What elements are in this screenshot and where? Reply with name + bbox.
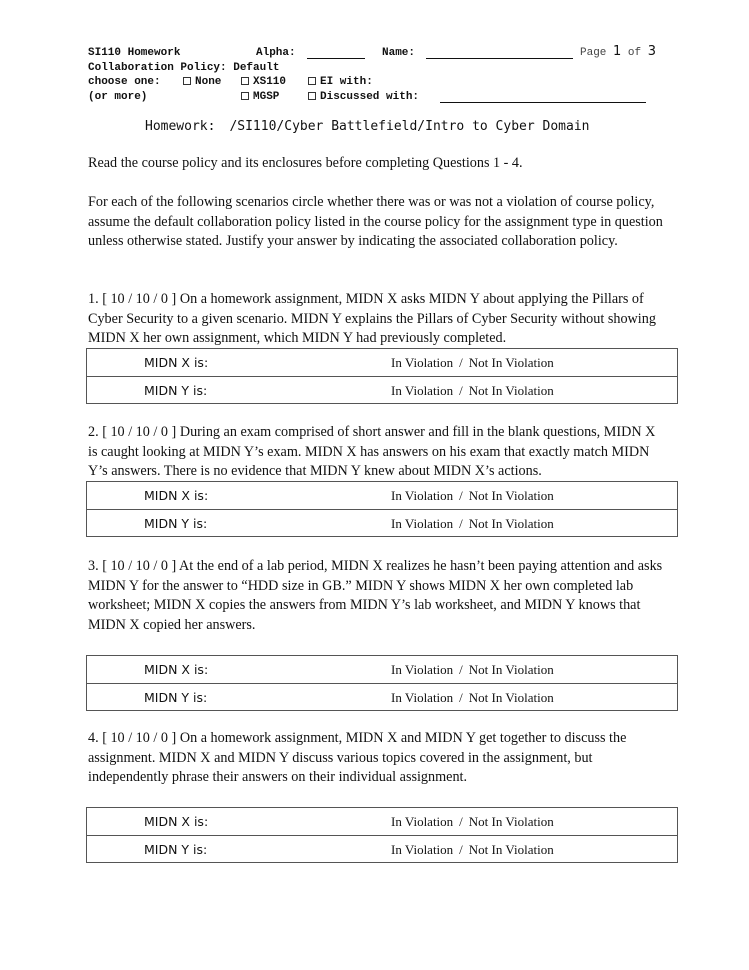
violation-options bbox=[391, 383, 554, 399]
violation-options bbox=[391, 488, 554, 504]
intro-paragraph-2: For each of the following scenarios circle whether there was or was not a violation of course policy, assume the default collaboration policy listed in the course policy for the assignment type in question unless otherwise stated. Justify your answer by indicating the associated collaboration policy. bbox=[88, 194, 663, 250]
midn-y-label: MIDN Y is: bbox=[144, 842, 208, 857]
in-violation-option[interactable]: In Violation bbox=[391, 662, 454, 677]
midn-x-label: MIDN X is: bbox=[144, 488, 209, 503]
not-in-violation-option[interactable]: Not In Violation bbox=[468, 662, 554, 677]
midn-x-label: MIDN X is: bbox=[144, 355, 209, 370]
violation-options bbox=[391, 355, 554, 371]
question-4-answer-table bbox=[86, 807, 678, 863]
question-3-answer-table bbox=[86, 655, 678, 711]
option-separator: / bbox=[459, 516, 463, 531]
not-in-violation-option[interactable]: Not In Violation bbox=[468, 814, 554, 829]
homework-label: Homework: bbox=[145, 119, 216, 134]
header-row-1 bbox=[88, 46, 668, 61]
in-violation-option[interactable]: In Violation bbox=[391, 690, 454, 705]
homework-path: /SI110/Cyber Battlefield/Intro to Cyber Domain bbox=[229, 119, 590, 134]
midn-y-label: MIDN Y is: bbox=[144, 383, 208, 398]
midn-x-label: MIDN X is: bbox=[144, 814, 209, 829]
option-separator: / bbox=[459, 842, 463, 857]
question-3-text: 3. [ 10 / 10 / 0 ] At the end of a lab period, MIDN X realizes he hasn’t been paying attention and asks MIDN Y for the answer to “HDD size in GB.” MIDN Y shows MIDN X her own completed lab worksheet; MIDN X copies the answers from MIDN Y’s lab worksheet, and MIDN Y knows that MIDN X copied her answers. bbox=[88, 558, 663, 633]
not-in-violation-option[interactable]: Not In Violation bbox=[468, 690, 554, 705]
homework-path-line bbox=[145, 119, 589, 134]
question-4-text: 4. [ 10 / 10 / 0 ] On a homework assignment, MIDN X and MIDN Y get together to discuss the assignment. MIDN X and MIDN Y discuss various topics covered in the assignment, but independently phrase their answers on their individual assignment. bbox=[88, 730, 627, 786]
midn-y-label: MIDN Y is: bbox=[144, 516, 208, 531]
option-separator: / bbox=[459, 488, 463, 503]
option-separator: / bbox=[459, 690, 463, 705]
checkbox-ei[interactable] bbox=[308, 77, 316, 85]
table-row bbox=[87, 349, 677, 376]
table-row bbox=[87, 835, 677, 862]
violation-options bbox=[391, 842, 554, 858]
table-row bbox=[87, 376, 677, 403]
midn-y-label: MIDN Y is: bbox=[144, 690, 208, 705]
question-2-answer-table bbox=[86, 481, 678, 537]
in-violation-option[interactable]: In Violation bbox=[391, 842, 454, 857]
in-violation-option[interactable]: In Violation bbox=[391, 516, 454, 531]
table-row bbox=[87, 656, 677, 683]
not-in-violation-option[interactable]: Not In Violation bbox=[468, 383, 554, 398]
name-field[interactable] bbox=[426, 58, 573, 59]
in-violation-option[interactable]: In Violation bbox=[391, 488, 454, 503]
option-mgsp[interactable]: MGSP bbox=[241, 90, 279, 105]
option-separator: / bbox=[459, 814, 463, 829]
option-xs110[interactable]: XS110 bbox=[241, 75, 286, 90]
checkbox-xs110[interactable] bbox=[241, 77, 249, 85]
alpha-field[interactable] bbox=[307, 58, 365, 59]
checkbox-mgsp[interactable] bbox=[241, 92, 249, 100]
not-in-violation-option[interactable]: Not In Violation bbox=[468, 488, 554, 503]
alpha-label: Alpha: bbox=[256, 47, 296, 59]
violation-options bbox=[391, 516, 554, 532]
not-in-violation-option[interactable]: Not In Violation bbox=[468, 355, 554, 370]
header-row-3 bbox=[88, 75, 668, 90]
in-violation-option[interactable]: In Violation bbox=[391, 383, 454, 398]
or-more-label: (or more) bbox=[88, 90, 148, 103]
question-1-text: 1. [ 10 / 10 / 0 ] On a homework assignment, MIDN X asks MIDN Y about applying the Pillars of Cyber Security to a given scenario. MIDN Y explains the Pillars of Cyber Security without showing MIDN X her own assignment, which MIDN Y had previously completed. bbox=[88, 291, 656, 347]
table-row bbox=[87, 808, 677, 835]
option-ei[interactable]: EI with: bbox=[308, 75, 373, 90]
header-row-4 bbox=[88, 90, 668, 105]
name-label: Name: bbox=[382, 47, 416, 59]
midn-x-label: MIDN X is: bbox=[144, 662, 209, 677]
violation-options bbox=[391, 690, 554, 706]
page-number: Page 1 of 3 bbox=[580, 44, 656, 59]
option-separator: / bbox=[459, 662, 463, 677]
in-violation-option[interactable]: In Violation bbox=[391, 814, 454, 829]
table-row bbox=[87, 509, 677, 536]
collab-policy-label: Collaboration Policy: Default bbox=[88, 61, 280, 74]
option-separator: / bbox=[459, 355, 463, 370]
question-1-answer-table bbox=[86, 348, 678, 404]
choose-one-label: choose one: bbox=[88, 76, 161, 88]
violation-options bbox=[391, 662, 554, 678]
course-label: SI110 Homework bbox=[88, 47, 181, 59]
table-row bbox=[87, 683, 677, 710]
question-2-text: 2. [ 10 / 10 / 0 ] During an exam comprised of short answer and fill in the blank questions, MIDN X is caught looking at MIDN Y’s exam. MIDN X has answers on his exam that exactly match MIDN Y’s answers. There is no evidence that MIDN Y knew about MIDN X’s actions. bbox=[88, 424, 656, 480]
violation-options bbox=[391, 814, 554, 830]
option-none[interactable]: None bbox=[183, 75, 221, 90]
option-discussed[interactable]: Discussed with: bbox=[308, 90, 419, 105]
not-in-violation-option[interactable]: Not In Violation bbox=[468, 516, 554, 531]
header-row-2 bbox=[88, 61, 668, 76]
in-violation-option[interactable]: In Violation bbox=[391, 355, 454, 370]
discussed-with-field[interactable] bbox=[440, 102, 646, 103]
intro-paragraph-1: Read the course policy and its enclosures before completing Questions 1 - 4. bbox=[88, 155, 523, 171]
not-in-violation-option[interactable]: Not In Violation bbox=[468, 842, 554, 857]
checkbox-none[interactable] bbox=[183, 77, 191, 85]
header-block bbox=[88, 46, 668, 104]
option-separator: / bbox=[459, 383, 463, 398]
table-row bbox=[87, 482, 677, 509]
checkbox-discussed[interactable] bbox=[308, 92, 316, 100]
